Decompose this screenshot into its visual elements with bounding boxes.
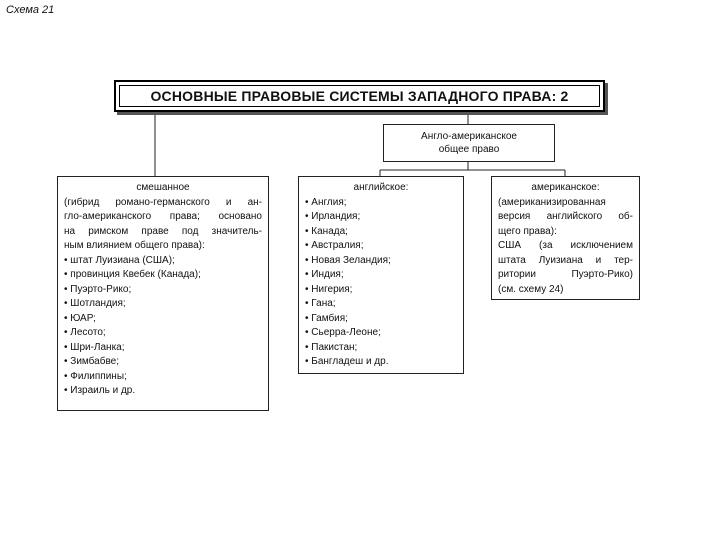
mixed-list-item: • штат Луизиана (США); <box>64 254 175 266</box>
anglo-american-box <box>383 124 555 162</box>
anglo-american-label-line: Англо-американское <box>421 131 517 142</box>
anglo-american-label-line: общее право <box>438 144 500 155</box>
figure-caption: Схема 21 <box>6 4 55 16</box>
american-description-line: (американизированная <box>498 196 606 208</box>
english-list-item: • Бангладеш и др. <box>305 356 389 367</box>
mixed-description-line: на римском праве под значитель- <box>64 225 262 237</box>
mixed-system-box <box>57 176 269 411</box>
english-list-item: • Гана; <box>305 298 336 309</box>
american-description-line: щего права): <box>498 225 557 237</box>
mixed-list-item: • ЮАР; <box>64 312 96 324</box>
mixed-list-item: • Шри-Ланка; <box>64 341 125 353</box>
english-list-item: • Гамбия; <box>305 312 348 324</box>
english-list-item: • Ирландия; <box>305 211 361 222</box>
american-heading: американское: <box>531 182 600 193</box>
mixed-heading: смешанное <box>136 182 190 193</box>
american-description-line: (см. схему 24) <box>498 283 564 295</box>
english-list-item: • Австралия; <box>305 240 364 251</box>
american-description-line: ритории Пуэрто-Рико) <box>498 269 633 280</box>
english-list-item: • Индия; <box>305 269 344 280</box>
english-list-item: • Нигерия; <box>305 283 353 295</box>
mixed-list-item: • Пуэрто-Рико; <box>64 283 132 295</box>
mixed-list-item: • провинция Квебек (Канада); <box>64 269 201 280</box>
american-description-line: штата Луизиана и тер- <box>498 254 633 266</box>
mixed-description-line: ным влиянием общего права): <box>64 240 205 251</box>
mixed-list-item: • Филиппины; <box>64 370 127 382</box>
english-list-item: • Канада; <box>305 225 348 237</box>
mixed-description-line: гло-американского права; основано <box>64 211 262 222</box>
english-list-item: • Пакистан; <box>305 341 358 353</box>
mixed-list-item: • Зимбабве; <box>64 356 119 367</box>
mixed-list-item: • Лесото; <box>64 327 106 338</box>
diagram-title-box <box>114 80 605 112</box>
english-system-box <box>298 176 464 374</box>
american-system-box <box>491 176 640 300</box>
mixed-list-item: • Шотландия; <box>64 298 126 309</box>
english-heading: английское: <box>353 182 409 193</box>
english-list-item: • Англия; <box>305 196 347 208</box>
diagram-title: ОСНОВНЫЕ ПРАВОВЫЕ СИСТЕМЫ ЗАПАДНОГО ПРАВА: 2 <box>150 88 569 104</box>
mixed-description-line: (гибрид романо-германского и ан- <box>64 196 262 208</box>
english-list-item: • Сьерра-Леоне; <box>305 327 381 338</box>
mixed-list-item: • Израиль и др. <box>64 385 136 396</box>
american-description-line: США (за исключением <box>498 240 633 251</box>
english-list-item: • Новая Зеландия; <box>305 254 391 266</box>
american-description-line: версия английского об- <box>498 211 633 222</box>
